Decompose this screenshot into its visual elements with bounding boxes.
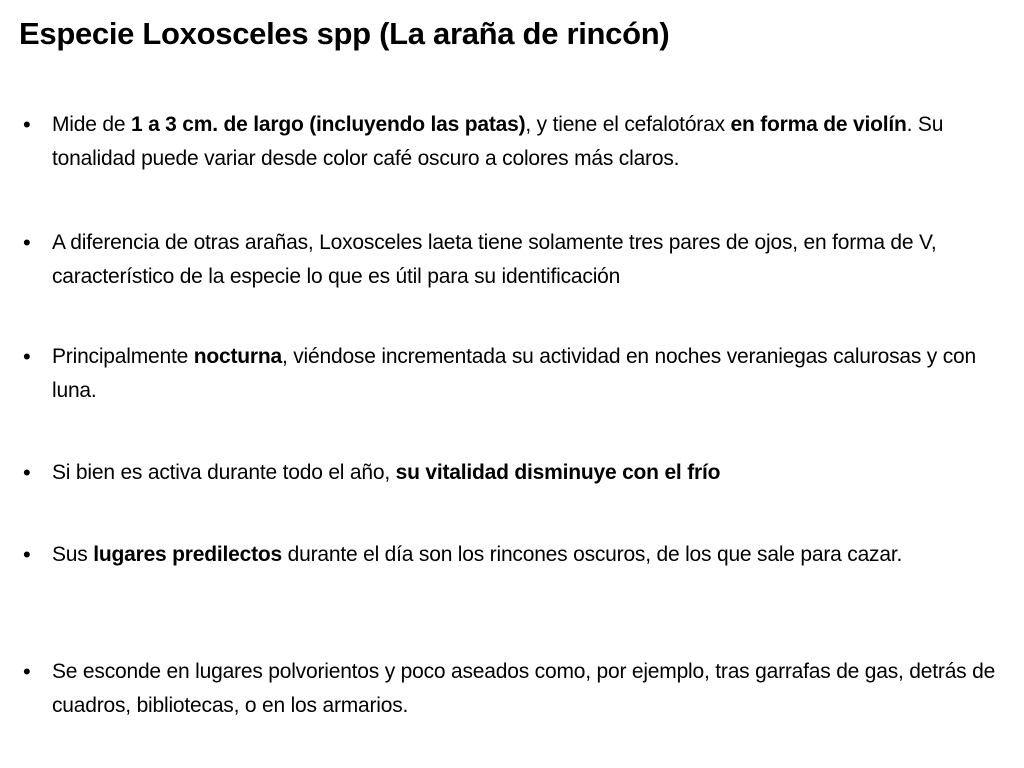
bullet-dot-icon: • xyxy=(23,344,31,369)
bullet-text xyxy=(52,340,1012,408)
bullet-text-part: . Su tonalidad puede variar desde color café oscuro a colores más claros. xyxy=(52,113,944,170)
bullet-text xyxy=(52,108,1012,176)
bullet-text xyxy=(52,456,1012,490)
bullet-text xyxy=(52,655,1012,723)
bullet-text-bold: 1 a 3 cm. de largo (incluyendo las patas) xyxy=(130,113,526,136)
bullet-text-bold: nocturna xyxy=(193,345,282,368)
bullet-text-part: , y tiene el cefalotórax xyxy=(525,113,731,136)
bullet-dot-icon: • xyxy=(23,230,31,255)
bullet-text-bold: en forma de violín xyxy=(730,113,907,136)
slide-title: Especie Loxosceles spp (La araña de rincón) xyxy=(19,16,670,51)
bullet-text-bold: lugares predilectos xyxy=(93,543,283,566)
bullet-dot-icon: • xyxy=(23,542,31,567)
bullet-text-part: , viéndose incrementada su actividad en noches veraniegas calurosas y con luna. xyxy=(52,345,976,402)
bullet-text-part: Si bien es activa durante todo el año, xyxy=(52,461,396,484)
bullet-dot-icon: • xyxy=(23,460,31,485)
bullet-text-part: A diferencia de otras arañas, Loxosceles laeta tiene solamente tres pares de ojos, en forma de V, característico de la especie lo que es útil para su identificación xyxy=(52,231,937,288)
bullet-text-part: Sus xyxy=(52,543,94,566)
bullet-text xyxy=(52,226,1012,294)
bullet-text-part: Principalmente xyxy=(52,345,194,368)
bullet-text-part: Se esconde en lugares polvorientos y poco aseados como, por ejemplo, tras garrafas de gas, detrás de cuadros, bibliotecas, o en los armarios. xyxy=(52,660,996,717)
bullet-text xyxy=(52,538,1012,572)
bullet-text-part: Mide de xyxy=(52,113,131,136)
bullet-dot-icon: • xyxy=(23,112,31,137)
bullet-dot-icon: • xyxy=(23,659,31,684)
bullet-text-part: durante el día son los rincones oscuros, de los que sale para cazar. xyxy=(282,543,903,566)
bullet-text-bold: su vitalidad disminuye con el frío xyxy=(395,461,721,484)
